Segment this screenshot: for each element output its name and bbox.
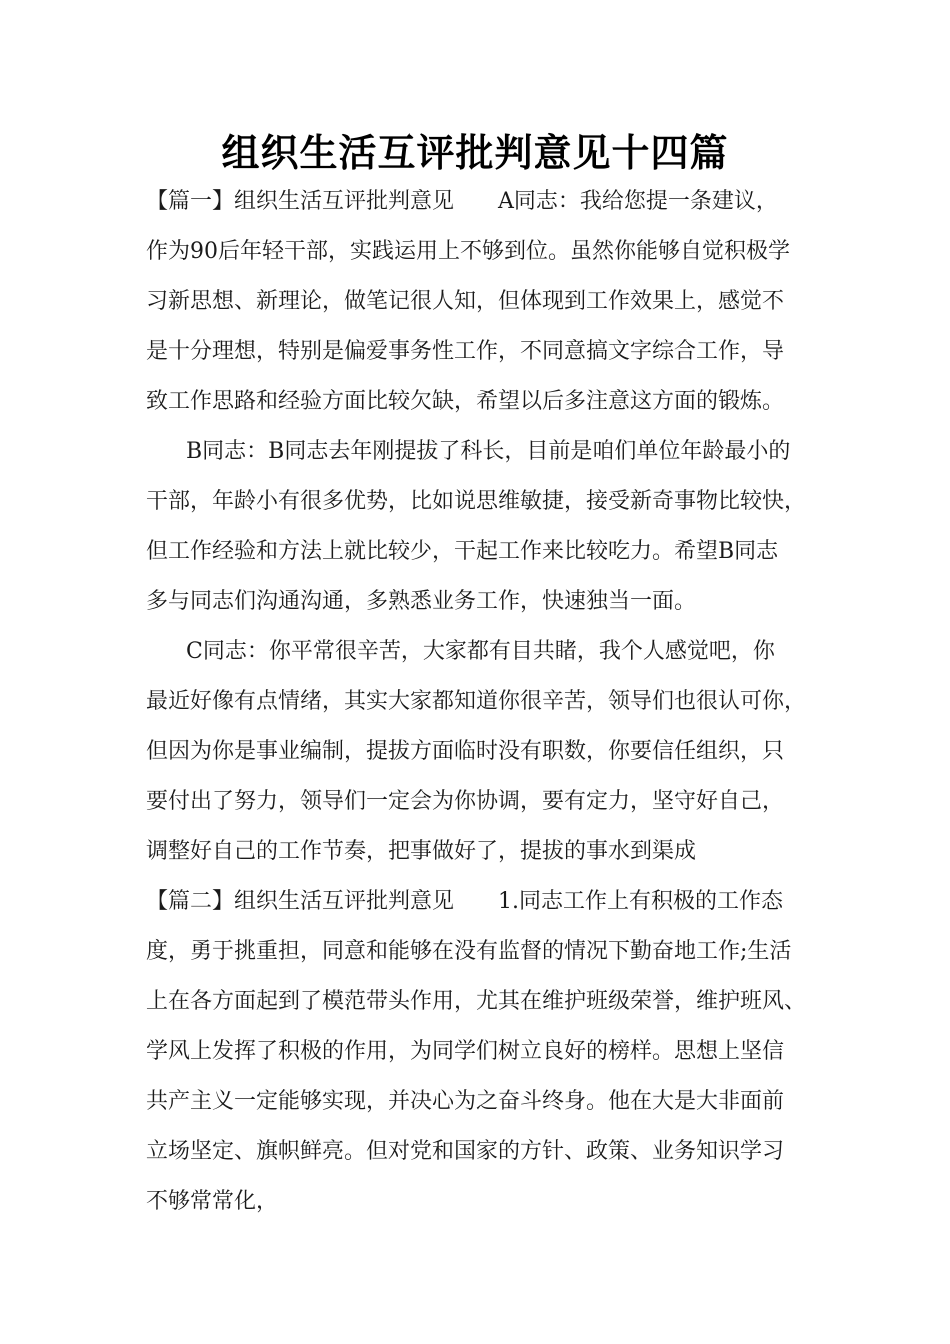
paragraph-line: 习新思想、新理论，做笔记很人知，但体现到工作效果上，感觉不 <box>146 289 785 314</box>
paragraph-line: 度，勇于挑重担，同意和能够在没有监督的情况下勤奋地工作;生活 <box>146 939 792 964</box>
paragraph-line: 要付出了努力，领导们一定会为你协调，要有定力，坚守好自己， <box>146 789 785 814</box>
paragraph-line: C同志：你平常很辛苦，大家都有目共睹，我个人感觉吧，你 <box>186 639 775 664</box>
section-heading-line: 【篇一】组织生活互评批判意见 A同志：我给您提一条建议， <box>146 189 778 214</box>
paragraph-line: 但工作经验和方法上就比较少，干起工作来比较吃力。希望B同志 <box>146 539 779 564</box>
section-heading-line: 【篇二】组织生活互评批判意见 1.同志工作上有积极的工作态 <box>146 889 783 914</box>
paragraph-line: 不够常常化， <box>146 1189 279 1214</box>
paragraph-line: 致工作思路和经验方面比较欠缺，希望以后多注意这方面的锻炼。 <box>146 389 785 414</box>
paragraph-line: 干部，年龄小有很多优势，比如说思维敏捷，接受新奇事物比较快， <box>146 489 807 514</box>
paragraph-line: 是十分理想，特别是偏爱事务性工作，不同意搞文字综合工作，导 <box>146 339 785 364</box>
paragraph-line: 共产主义一定能够实现，并决心为之奋斗终身。他在大是大非面前 <box>146 1089 785 1114</box>
paragraph-line: 最近好像有点情绪，其实大家都知道你很辛苦，领导们也很认可你， <box>146 689 807 714</box>
paragraph-line: 上在各方面起到了模范带头作用，尤其在维护班级荣誉，维护班风、 <box>146 989 807 1014</box>
paragraph-line: 立场坚定、旗帜鲜亮。但对党和国家的方针、政策、业务知识学习 <box>146 1139 785 1164</box>
paragraph-line: 但因为你是事业编制，提拔方面临时没有职数，你要信任组织，只 <box>146 739 785 764</box>
paragraph-line: 作为90后年轻干部，实践运用上不够到位。虽然你能够自觉积极学 <box>146 239 790 264</box>
paragraph-line: B同志：B同志去年刚提拔了科长，目前是咱们单位年龄最小的 <box>186 439 791 464</box>
paragraph-line: 多与同志们沟通沟通，多熟悉业务工作，快速独当一面。 <box>146 589 697 614</box>
paragraph-line: 学风上发挥了积极的作用，为同学们树立良好的榜样。思想上坚信 <box>146 1039 785 1064</box>
document-title: 组织生活互评批判意见十四篇 <box>221 131 729 175</box>
paragraph-line: 调整好自己的工作节奏，把事做好了，提拔的事水到渠成 <box>146 839 697 864</box>
